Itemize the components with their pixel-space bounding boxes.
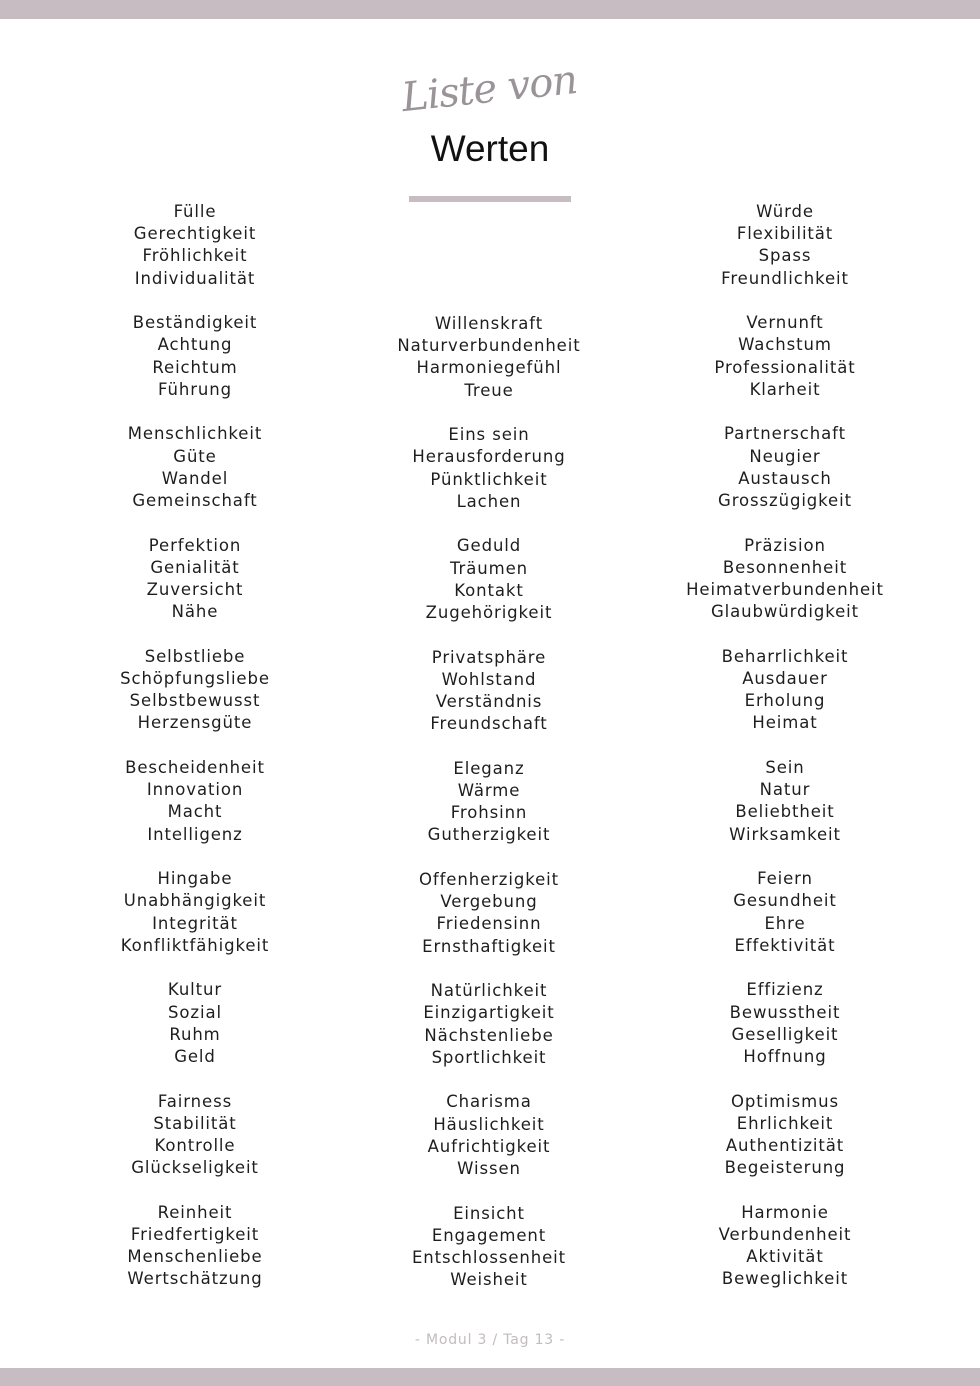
- value-group: [45, 1202, 345, 1313]
- value-word: Glückseligkeit: [131, 1158, 259, 1178]
- value-word: Beweglichkeit: [721, 1269, 849, 1289]
- value-word: Macht: [167, 802, 223, 822]
- value-word: Verbundenheit: [718, 1224, 852, 1244]
- value-word: Individualität: [134, 268, 256, 288]
- value-word: Partnerschaft: [724, 424, 846, 444]
- page-footer: - Modul 3 / Tag 13 -: [414, 1332, 566, 1348]
- value-word: Frohsinn: [450, 803, 528, 823]
- title-divider: [409, 196, 571, 202]
- value-word: Harmonie: [741, 1202, 829, 1222]
- value-word: Sein: [765, 757, 805, 777]
- value-word: Heimatverbundenheit: [686, 579, 884, 599]
- value-word: Wirksamkeit: [729, 824, 841, 844]
- value-group: [635, 312, 935, 423]
- value-word: Freundlichkeit: [721, 268, 849, 288]
- value-word: Beständigkeit: [132, 313, 258, 333]
- value-word: Ernsthaftigkeit: [422, 936, 556, 956]
- value-word: Menschenliebe: [127, 1247, 263, 1267]
- value-word: Kontrolle: [154, 1135, 236, 1155]
- value-word: Austausch: [738, 468, 832, 488]
- value-word: Begeisterung: [724, 1158, 846, 1178]
- value-group: [45, 1091, 345, 1202]
- value-word: Privatsphäre: [431, 647, 547, 667]
- value-group: [339, 980, 639, 1091]
- value-word: Vernunft: [746, 313, 824, 333]
- value-word: Kultur: [167, 980, 223, 1000]
- value-word: Reichtum: [152, 357, 238, 377]
- value-group: [339, 535, 639, 646]
- values-column-left: [45, 201, 345, 1313]
- value-word: Treue: [464, 380, 514, 400]
- page-title: Werten: [430, 128, 550, 169]
- value-word: Freundschaft: [430, 714, 548, 734]
- value-group: [339, 1091, 639, 1202]
- value-word: Neugier: [749, 446, 821, 466]
- value-word: Sozial: [168, 1002, 222, 1022]
- value-word: Friedensinn: [436, 914, 542, 934]
- value-word: Natur: [759, 780, 811, 800]
- value-word: Naturverbundenheit: [397, 336, 581, 356]
- value-word: Gemeinschaft: [132, 490, 258, 510]
- value-word: Flexibilität: [736, 224, 834, 244]
- value-word: Ausdauer: [742, 668, 828, 688]
- value-group: [635, 1202, 935, 1313]
- value-word: Friedfertigkeit: [130, 1224, 260, 1244]
- value-word: Führung: [158, 379, 232, 399]
- value-word: Charisma: [446, 1092, 532, 1112]
- value-word: Eins sein: [448, 425, 530, 445]
- value-word: Herzensgüte: [137, 713, 253, 733]
- value-group: [45, 535, 345, 646]
- value-word: Besonnenheit: [722, 557, 848, 577]
- value-word: Ehrlichkeit: [736, 1113, 834, 1133]
- value-word: Aktivität: [746, 1247, 824, 1267]
- value-word: Spass: [758, 246, 812, 266]
- value-word: Reinheit: [157, 1202, 233, 1222]
- value-group: [635, 201, 935, 312]
- value-group: [339, 313, 639, 424]
- value-word: Gerechtigkeit: [133, 224, 257, 244]
- script-title: Liste von: [399, 56, 580, 122]
- value-group: [45, 423, 345, 534]
- value-word: Einsicht: [453, 1203, 525, 1223]
- value-word: Fairness: [157, 1091, 233, 1111]
- value-word: Zuversicht: [146, 579, 244, 599]
- value-word: Wissen: [457, 1158, 521, 1178]
- value-word: Menschlichkeit: [127, 424, 263, 444]
- value-word: Wertschätzung: [127, 1269, 263, 1289]
- value-word: Optimismus: [731, 1091, 839, 1111]
- value-word: Nähe: [171, 602, 219, 622]
- value-word: Beliebtheit: [735, 802, 835, 822]
- value-group: [339, 1203, 639, 1314]
- value-word: Aufrichtigkeit: [427, 1136, 551, 1156]
- values-column-middle: [339, 313, 639, 1314]
- value-word: Herausforderung: [412, 447, 566, 467]
- value-word: Zugehörigkeit: [425, 602, 553, 622]
- value-group: [45, 979, 345, 1090]
- value-word: Intelligenz: [147, 824, 243, 844]
- value-group: [45, 646, 345, 757]
- value-word: Bewusstheit: [729, 1002, 841, 1022]
- bottom-accent-band: [0, 1368, 980, 1386]
- value-word: Ruhm: [169, 1024, 221, 1044]
- value-word: Würde: [756, 202, 814, 221]
- value-word: Authentizität: [725, 1135, 845, 1155]
- value-word: Entschlossenheit: [411, 1247, 567, 1267]
- value-word: Güte: [173, 446, 217, 466]
- value-word: Effektivität: [734, 935, 836, 955]
- value-word: Wohlstand: [441, 669, 537, 689]
- value-word: Achtung: [157, 335, 233, 355]
- value-word: Gesundheit: [733, 891, 837, 911]
- value-word: Konfliktfähigkeit: [120, 935, 270, 955]
- value-word: Engagement: [431, 1225, 547, 1245]
- value-group: [339, 424, 639, 535]
- value-word: Lachen: [456, 491, 522, 511]
- value-word: Stabilität: [153, 1113, 237, 1133]
- value-word: Sportlichkeit: [431, 1047, 547, 1067]
- value-word: Bescheidenheit: [125, 757, 265, 777]
- value-word: Selbstbewusst: [129, 691, 261, 711]
- value-word: Geselligkeit: [731, 1024, 839, 1044]
- value-group: [339, 758, 639, 869]
- value-word: Integrität: [152, 913, 238, 933]
- value-word: Vergebung: [440, 892, 538, 912]
- value-word: Harmoniegefühl: [416, 358, 562, 378]
- value-word: Beharrlichkeit: [721, 646, 849, 666]
- value-word: Natürlichkeit: [430, 981, 548, 1001]
- value-group: [339, 869, 639, 980]
- value-word: Unabhängigkeit: [123, 891, 267, 911]
- value-word: Wandel: [161, 468, 229, 488]
- value-word: Geld: [174, 1046, 216, 1066]
- value-word: Wärme: [457, 780, 521, 800]
- value-word: Fülle: [173, 202, 217, 221]
- value-group: [635, 646, 935, 757]
- value-word: Professionalität: [714, 357, 856, 377]
- value-word: Glaubwürdigkeit: [710, 602, 860, 622]
- value-word: Kontakt: [454, 580, 524, 600]
- value-group: [635, 423, 935, 534]
- value-group: [635, 757, 935, 868]
- value-word: Offenherzigkeit: [419, 869, 559, 889]
- value-word: Schöpfungsliebe: [120, 668, 270, 688]
- value-word: Heimat: [752, 713, 818, 733]
- value-word: Feiern: [757, 869, 813, 889]
- value-word: Grosszügigkeit: [718, 490, 852, 510]
- values-column-right: [635, 201, 935, 1313]
- value-word: Selbstliebe: [144, 646, 246, 666]
- value-group: [45, 201, 345, 312]
- value-word: Geduld: [456, 536, 522, 556]
- value-group: [339, 647, 639, 758]
- value-word: Hoffnung: [743, 1046, 827, 1066]
- value-word: Ehre: [764, 913, 806, 933]
- value-word: Perfektion: [148, 535, 242, 555]
- value-word: Weisheit: [450, 1270, 528, 1290]
- value-word: Genialität: [150, 557, 240, 577]
- value-group: [45, 868, 345, 979]
- value-group: [635, 979, 935, 1090]
- value-word: Nächstenliebe: [424, 1025, 554, 1045]
- value-word: Innovation: [146, 780, 244, 800]
- value-word: Träumen: [450, 558, 528, 578]
- value-word: Erholung: [744, 691, 826, 711]
- value-word: Pünktlichkeit: [430, 469, 548, 489]
- value-group: [635, 535, 935, 646]
- value-group: [635, 1091, 935, 1202]
- value-group: [635, 868, 935, 979]
- value-word: Einzigartigkeit: [423, 1003, 555, 1023]
- value-word: Häuslichkeit: [433, 1114, 545, 1134]
- value-word: Gutherzigkeit: [427, 825, 551, 845]
- value-word: Fröhlichkeit: [142, 246, 248, 266]
- value-word: Wachstum: [738, 335, 832, 355]
- value-group: [45, 312, 345, 423]
- top-accent-band: [0, 0, 980, 19]
- value-word: Klarheit: [749, 379, 821, 399]
- value-word: Eleganz: [453, 758, 525, 778]
- value-word: Verständnis: [435, 691, 543, 711]
- value-word: Willenskraft: [434, 314, 544, 333]
- value-word: Präzision: [744, 535, 826, 555]
- value-word: Effizienz: [746, 980, 824, 1000]
- value-word: Hingabe: [157, 869, 233, 889]
- value-group: [45, 757, 345, 868]
